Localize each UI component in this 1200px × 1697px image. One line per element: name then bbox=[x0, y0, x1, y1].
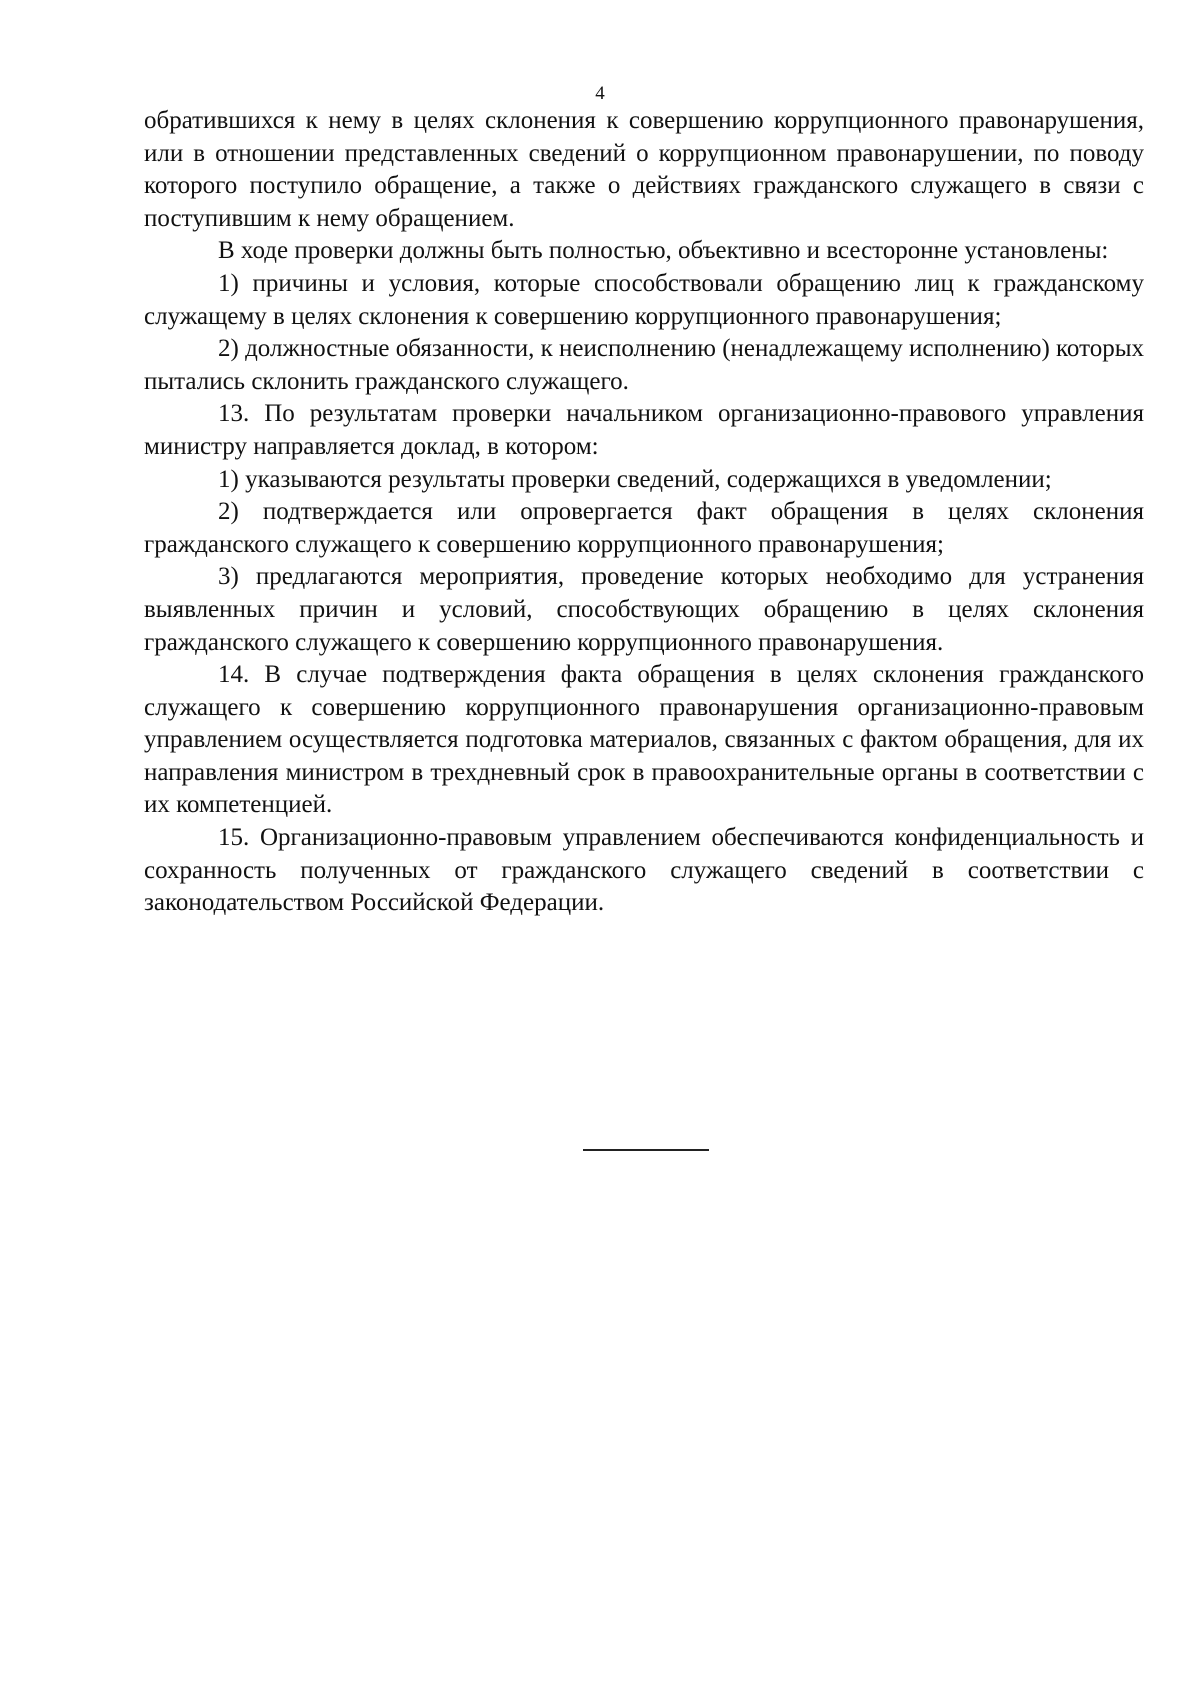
document-body bbox=[144, 105, 1144, 920]
page-number: 4 bbox=[595, 83, 605, 104]
paragraph-clause-14: 14. В случае подтверждения факта обращения в целях склонения гражданского служащего к совершению коррупционного правонарушения организационно-правовым управлением осуществляется подготовка материалов, связанных с фактом обращения, для их направления министром в трехдневный срок в правоохранительные органы в соответствии с их компетенцией. bbox=[144, 661, 1144, 819]
paragraph-clause-13: 13. По результатам проверки начальником организационно-правового управления министру направляется доклад, в котором: bbox=[144, 400, 1144, 460]
paragraph-scope-item-1: 1) причины и условия, которые способствовали обращению лиц к гражданскому служащему в целях склонения к совершению коррупционного правонарушения; bbox=[144, 269, 1144, 330]
paragraph-report-item-3: 3) предлагаются мероприятия, проведение которых необходимо для устранения выявленных причин и условий, способствующих обращению в целях склонения гражданского служащего к совершению коррупционного правонарушения. bbox=[144, 563, 1144, 656]
paragraph-clause-15: 15. Организационно-правовым управлением обеспечиваются конфиденциальность и сохранность полученных от гражданского служащего сведений в соответствии с законодательством Российской Федерации. bbox=[144, 824, 1144, 917]
paragraph-report-item-1: 1) указываются результаты проверки сведений, содержащихся в уведомлении; bbox=[218, 465, 1052, 493]
paragraph-report-item-2: 2) подтверждается или опровергается факт обращения в целях склонения гражданского служащего к совершению коррупционного правонарушения; bbox=[144, 498, 1144, 558]
closing-rule bbox=[583, 1149, 709, 1151]
paragraph-continuation: обратившихся к нему в целях склонения к совершению коррупционного правонарушения, или в отношении представленных сведений о коррупционном правонарушении, по поводу которого поступило обращение, а также о действиях гражданского служащего в связи с поступившим к нему обращением. bbox=[144, 107, 1144, 232]
paragraph-verification-scope: В ходе проверки должны быть полностью, объективно и всесторонне установлены: bbox=[218, 237, 1109, 265]
paragraph-scope-item-2: 2) должностные обязанности, к неисполнению (ненадлежащему исполнению) которых пытались склонить гражданского служащего. bbox=[144, 335, 1144, 395]
